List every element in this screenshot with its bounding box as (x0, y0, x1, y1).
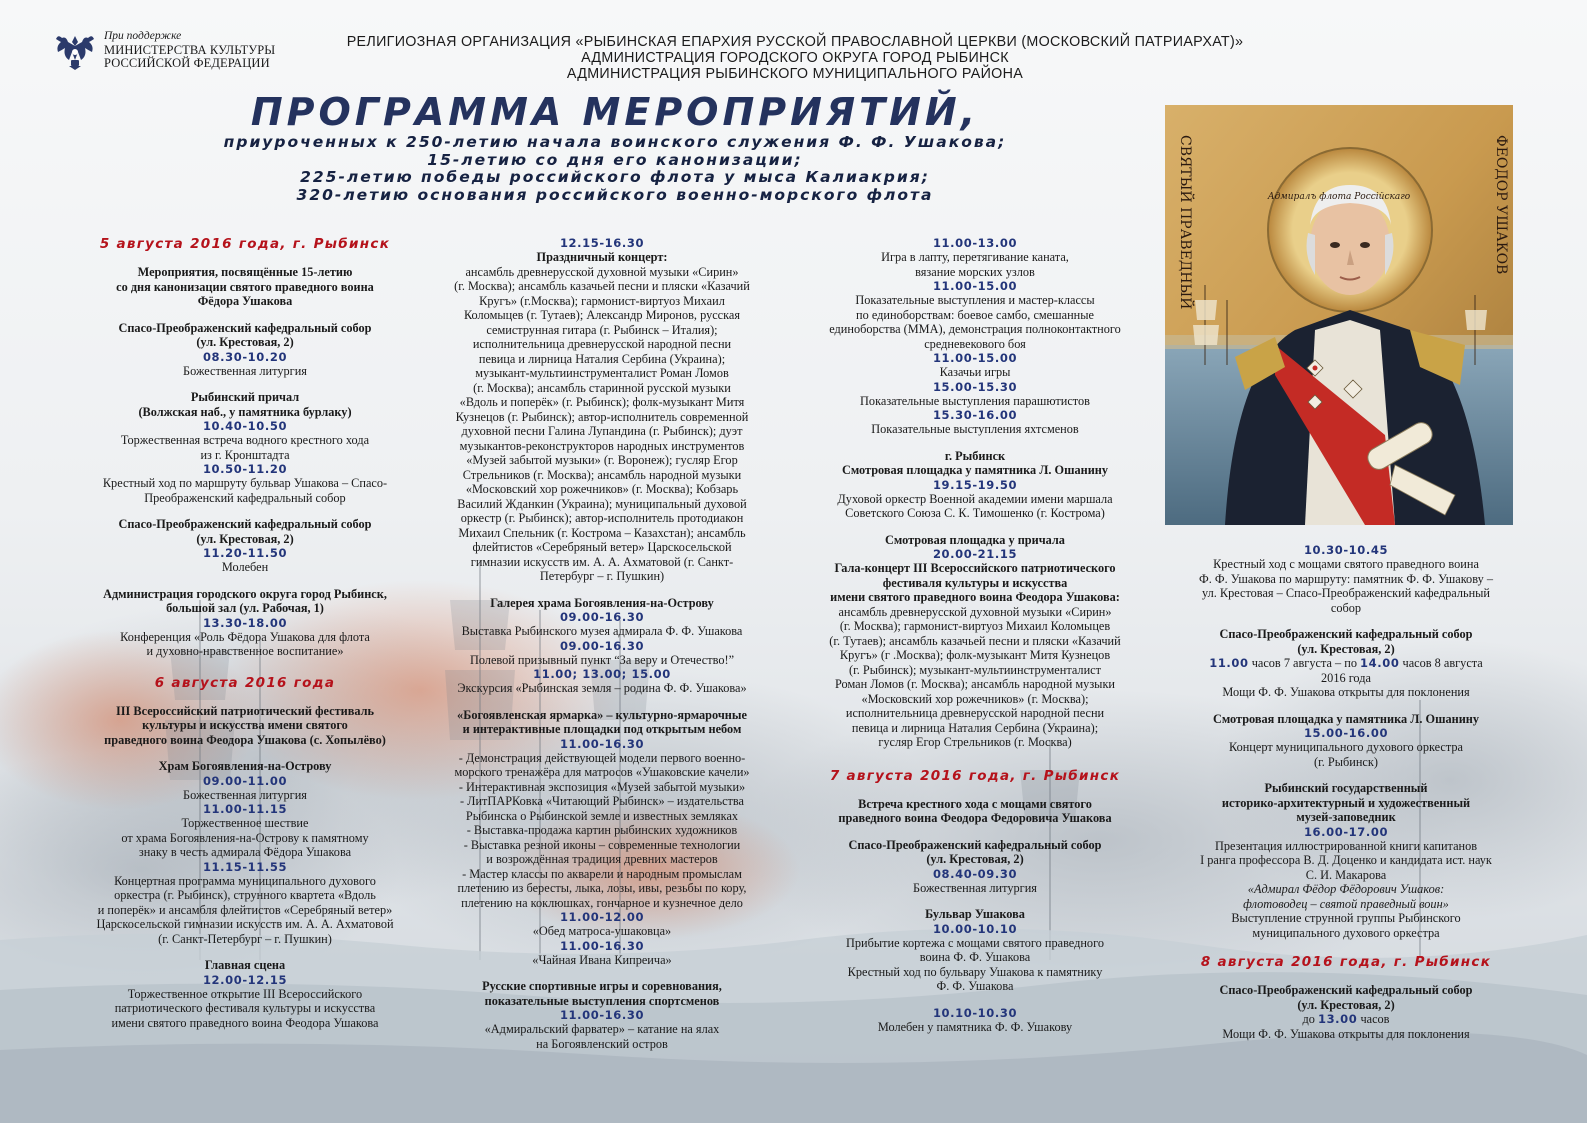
event-text: Концертная программа муниципального духового (114, 873, 376, 888)
event-text: флейтистов «Серебряный ветер» Царскосельской (472, 540, 732, 554)
event-block (1170, 712, 1522, 770)
venue: музей-заповедник (1296, 810, 1396, 824)
event-time: 13.30-18.00 (202, 615, 288, 630)
venue: «Богоявленская ярмарка» – культурно-ярмарочные (457, 707, 747, 722)
event-block (40, 759, 450, 946)
event-text: гусляр Егор Стрельников (г. Москва) (878, 735, 1072, 749)
event-time: 11.00-12.00 (559, 910, 645, 924)
event-text: Казачьи игры (939, 365, 1011, 379)
venue: Спасо-Преображенский кафедральный собор (1219, 627, 1473, 641)
event-text: плетению на коклюшках, гончарное и кузнечное дело (461, 895, 743, 910)
text-line: Встреча крестного хода с мощами святого (858, 796, 1092, 811)
event-text: морского тренажёра для матросов «Ушаковские качели» (454, 765, 750, 779)
event-text: исполнительница древнерусской народной песни (472, 337, 732, 351)
event-text: средневекового боя (924, 336, 1026, 351)
event-time: 20.00-21.15 (932, 547, 1018, 561)
event-block (790, 533, 1160, 750)
venue: Спасо-Преображенский кафедральный собор (118, 320, 372, 335)
event-time: 09.00-16.30 (559, 610, 645, 624)
event-time: 11.00-16.30 (559, 938, 645, 953)
venue: Рыбинский причал (190, 390, 300, 404)
event-block (790, 236, 1160, 437)
double-headed-eagle-icon (52, 30, 98, 70)
event-block (40, 587, 450, 659)
event-text: до (1302, 1012, 1315, 1026)
venue: Главная сцена (204, 958, 286, 972)
venue: Праздничный концерт: (536, 250, 668, 264)
event-text: Выставка Рыбинского музея адмирала Ф. Ф. Ушакова (461, 624, 743, 638)
event-text: «Обед матроса-ушаковца» (532, 924, 672, 938)
venue-address: (Волжская наб., у памятника бурлаку) (138, 404, 352, 419)
event-text: «Вдоль и поперёк» (г. Рыбинск); фолк-музыкант Митя (459, 395, 745, 409)
venue: Русские спортивные игры и соревнования, (482, 979, 722, 993)
event-block (1170, 781, 1522, 940)
event-text: Показательные выступления яхтсменов (871, 422, 1079, 436)
venue: показательные выступления спортсменов (484, 993, 720, 1008)
event-time: 16.00-17.00 (1303, 824, 1389, 839)
event-text: (г. Тутаев); ансамбль казачьей песни и пляски «Казачий (829, 633, 1121, 648)
event-text: - Выставка-продажа картин рыбинских художников (466, 823, 738, 837)
event-time: 10.50-11.20 (202, 462, 288, 476)
event-text: имени святого праведного воина Феодора Ушакова (111, 1015, 379, 1030)
event-block (40, 390, 450, 505)
event-text: Экскурсия «Рыбинская земля – родина Ф. Ф. Ушакова» (457, 681, 747, 695)
event-text: ансамбль древнерусской духовной музыки «Сирин» (465, 264, 739, 279)
event-block (407, 596, 797, 696)
event-text: и возрождённая традиция древних мастеров (486, 852, 718, 866)
event-text: Прибытие кортежа с мощами святого праведного (846, 935, 1104, 950)
event-time: 12.15-16.30 (559, 236, 645, 250)
event-time: 15.30-16.00 (932, 408, 1018, 422)
event-block (1170, 543, 1522, 615)
event-text: «Чайная Ивана Кипреича» (532, 952, 672, 967)
event-text: - Мастер классы по акварели и народным промыслам (462, 866, 742, 881)
event-text: Ф. Ф. Ушакова (936, 979, 1014, 993)
event-text: Конференция «Роль Фёдора Ушакова для флота (120, 629, 370, 644)
event-text: Духовой оркестр Военной академии имени маршала (837, 491, 1113, 506)
portrait-image (1165, 105, 1513, 525)
event-text: «Музей забытой музыки» (г. Воронеж); гусляр Егор (466, 453, 738, 467)
event-text: Рыбинска о Рыбинской земле и известных земляках (465, 808, 739, 823)
event-text: Торжественное открытие III Всероссийского (127, 986, 363, 1001)
icon-caption: Адмиралъ флота Россiйскаго (1267, 192, 1411, 202)
event-text: Показательные выступления и мастер-классы (855, 293, 1095, 307)
venue: Храм Богоявления-на-Острову (158, 759, 332, 773)
event-text: (г. Москва); ансамбль казачьей песни и пляски «Казачий (454, 279, 750, 293)
event-text: Выступление струнной группы Рыбинского (1231, 911, 1461, 925)
event-text: Игра в лапту, перетягивание каната, (881, 250, 1069, 264)
day-heading-aug8: 8 августа 2016 года, г. Рыбинск (1200, 954, 1492, 970)
aug5-intro (40, 265, 450, 309)
event-text: музыкантов-реконструкторов народных инструментов (459, 438, 745, 453)
venue-address: (ул. Крестовая, 2) (1297, 997, 1395, 1012)
text-line: праведного воина Феодора Федоровича Ушакова (838, 811, 1112, 825)
event-time: 08.30-10.20 (202, 349, 288, 364)
venue: г. Рыбинск (944, 448, 1006, 463)
event-text: на Богоявленский остров (536, 1036, 668, 1051)
event-time: 12.00-12.15 (202, 972, 288, 987)
event-time: 11.00-13.00 (932, 236, 1018, 250)
event-text: «Адмиральский фарватер» – катание на ялах (484, 1022, 720, 1036)
event-text: ансамбль древнерусской духовной музыки «Сирин» (838, 604, 1112, 619)
event-text: муниципального духового оркестра (1252, 925, 1440, 940)
event-block (407, 236, 797, 584)
event-text: Божественная литургия (183, 363, 307, 378)
event-text: Кругъ» (г.Москва); гармонист-виртуоз Михаил (479, 293, 725, 308)
event-text: Роман Ломов (г. Москва); ансамбль народной музыки (835, 677, 1115, 691)
event-text: Крестный ход по маршруту бульвар Ушакова – Спасо- (102, 476, 388, 490)
event-text: духовной песни Галина Лупандина (г. Рыбинск); дуэт (461, 424, 743, 438)
event-text: музыкант-мультиинструменталист Роман Ломов (475, 366, 729, 380)
event-block (1170, 627, 1522, 700)
icon-inscription-right: ФЕОДОР УШАКОВ (1493, 135, 1509, 275)
event-time: 11.00; 13.00; 15.00 (533, 667, 671, 681)
event-text: Показательные выступления парашютистов (860, 393, 1090, 408)
title-sub-2: 15-летию со дня его канонизации; (427, 150, 803, 169)
event-time: 13.00 (1317, 1012, 1358, 1026)
event-block (40, 321, 450, 379)
text-line: со дня канонизации святого праведного воина (116, 279, 374, 294)
event-text: патриотического фестиваля культуры и искусства (114, 1001, 376, 1015)
event-text: Петербург – г. Пушкин) (539, 569, 665, 583)
event-time: 11.00-16.30 (559, 1008, 645, 1022)
event-time: 14.00 (1360, 656, 1400, 670)
event-text: Коломыцев (г. Тутаев); Александр Миронов, русская (463, 308, 741, 322)
book-title: флотоводец – святой праведный воин» (1243, 896, 1449, 911)
event-text: плетению из бересты, лыка, лозы, ивы, резьбы по кору, (457, 881, 747, 895)
event-time: 09.00-16.30 (559, 638, 645, 653)
event-time: 09.00-11.00 (202, 773, 288, 788)
event-title: имени святого праведного воина Феодора Ушакова: (830, 590, 1120, 604)
event-text: и духовно-нравственное воспитание» (146, 644, 344, 658)
festival-title (40, 704, 450, 748)
event-text: единоборства (ММА), демонстрация полноконтактного (829, 322, 1121, 336)
event-text: оркестра (г. Рыбинск), струнного квартета «Вдоль (114, 888, 376, 902)
venue: Бульвар Ушакова (925, 907, 1025, 921)
event-text: Стрельников (г. Москва); ансамбль народной музыки (462, 467, 742, 482)
event-text: воина Ф. Ф. Ушакова (919, 950, 1031, 964)
event-text: гимназии искусств им. А. А. Ахматовой (г. Санкт- (470, 554, 734, 569)
venue-address: (ул. Крестовая, 2) (196, 335, 294, 349)
event-time: 10.10-10.30 (932, 1005, 1018, 1020)
event-time: 11.20-11.50 (202, 546, 288, 560)
event-time: 11.00-15.00 (932, 351, 1018, 365)
venue-address: (ул. Крестовая, 2) (926, 852, 1024, 866)
text-line: праведного воина Феодора Ушакова (с. Хопылёво) (104, 732, 386, 747)
event-text: от храма Богоявления-на-Острову к памятному (121, 830, 369, 845)
event-text: Концерт муниципального духового оркестра (1228, 740, 1463, 754)
event-text: 2016 года (1321, 670, 1371, 685)
event-text: Советского Союза С. К. Тимошенко (г. Кострома) (845, 506, 1105, 520)
event-text: исполнительница древнерусской народной песни (845, 706, 1105, 720)
event-block (790, 1006, 1160, 1035)
venue: Смотровая площадка у памятника Л. Ошанину (1212, 711, 1480, 726)
text-line: культуры и искусства имени святого (142, 718, 348, 732)
event-time: 11.00 (1209, 656, 1249, 670)
relics-period (1170, 656, 1522, 671)
event-time: 19.15-19.50 (932, 477, 1018, 492)
event-time: 10.00-10.10 (932, 921, 1018, 936)
event-text: (г. Санкт-Петербург – г. Пушкин) (158, 931, 332, 946)
event-text: ул. Крестовая – Спасо-Преображенский кафедральный (1201, 586, 1490, 600)
event-text: Кругъ» (г .Москва); фолк-музыкант Митя Кузнецов (839, 648, 1111, 662)
column-3 (790, 236, 1160, 1046)
ushakov-icon-portrait (1165, 105, 1513, 525)
event-text: певица и лирница Наталия Сербина (Украина); (478, 351, 726, 366)
title-sub-4: 320-летию основания российского военно-морского флота (296, 185, 934, 204)
event-text: знаку в честь адмирала Фёдора Ушакова (138, 845, 352, 859)
event-text: Ф. Ф. Ушакова по маршруту: памятник Ф. Ф. Ушакову – (1199, 571, 1493, 586)
event-text: Полевой призывный пункт “За веру и Отечество!” (469, 652, 735, 667)
event-time: 11.15-11.55 (202, 859, 288, 874)
event-text: и поперёк» и ансамбля флейтистов «Серебряный ветер» (97, 902, 393, 917)
text-line: III Всероссийский патриотический фестиваль (115, 703, 375, 718)
event-text: часов (1360, 1012, 1390, 1026)
event-text: (г. Рыбинск); музыкант-мультиинструменталист (849, 662, 1101, 677)
venue: Смотровая площадка у памятника Л. Ошанину (841, 463, 1109, 477)
event-text: «Московский хор рожечников» (г. Москва); (861, 691, 1089, 706)
event-text: Преображенский кафедральный собор (144, 490, 346, 505)
organizer-2: АДМИНИСТРАЦИЯ ГОРОДСКОГО ОКРУГА ГОРОД РЫБИНСК (581, 50, 1009, 66)
event-block (790, 449, 1160, 521)
event-time: 10.40-10.50 (202, 419, 288, 433)
event-block (790, 838, 1160, 896)
venue: Спасо-Преображенский кафедральный собор (1219, 983, 1473, 997)
aug7-intro (790, 797, 1160, 826)
event-text: Царскосельской гимназии искусств им. А. А. Ахматовой (96, 917, 394, 931)
day-heading-aug6: 6 августа 2016 года (154, 674, 336, 691)
event-text: С. И. Макарова (1305, 867, 1387, 882)
event-text: Торжественная встреча водного крестного хода (120, 433, 370, 447)
event-text: собор (1330, 600, 1362, 615)
icon-inscription-left: СВЯТЫЙ ПРАВЕДНЫЙ (1177, 135, 1193, 310)
venue-address: (ул. Крестовая, 2) (196, 531, 294, 546)
text-line: Фёдора Ушакова (197, 294, 293, 308)
event-text: Молебен у памятника Ф. Ф. Ушакову (877, 1019, 1073, 1034)
event-block (1170, 983, 1522, 1041)
title-sub-3: 225-летию победы российского флота у мыса Калиакрия; (300, 168, 930, 186)
venue: Администрация городского округа город Рыбинск, (103, 586, 387, 601)
event-text: оркестр (г. Рыбинск); автор-исполнитель протодиакон (460, 511, 744, 525)
column-1 (40, 236, 450, 1042)
event-text: Крестный ход с мощами святого праведного воина (1213, 557, 1479, 571)
event-text: Мощи Ф. Ф. Ушакова открыты для поклонения (1222, 685, 1470, 699)
event-text: из г. Кронштадта (200, 447, 290, 462)
event-text: Презентация иллюстрированной книги капитанов (1214, 838, 1478, 853)
event-text: - Демонстрация действующей модели первого военно- (458, 750, 746, 765)
event-text: - ЛитПАРКовка «Читающий Рыбинск» – издательства (459, 794, 745, 808)
event-time: 11.00-15.00 (932, 279, 1018, 293)
event-text: часов 7 августа – по (1251, 656, 1357, 670)
organizers (300, 34, 1290, 82)
event-title: фестиваля культуры и искусства (882, 575, 1068, 590)
venue: Спасо-Преображенский кафедральный собор (118, 517, 372, 531)
venue-address: (ул. Крестовая, 2) (1297, 641, 1395, 656)
venue: Спасо-Преображенский кафедральный собор (848, 837, 1102, 852)
venue-address: большой зал (ул. Рабочая, 1) (166, 601, 324, 615)
program-title (150, 90, 1080, 204)
venue: Рыбинский государственный (1264, 781, 1428, 795)
day-heading-aug7: 7 августа 2016 года, г. Рыбинск (829, 767, 1121, 784)
relics-until (1170, 1012, 1522, 1027)
event-text: Торжественное шествие (181, 816, 309, 830)
event-text: (г. Москва); гармонист-виртуоз Михаил Коломыцев (839, 619, 1111, 633)
event-time: 10.30-10.45 (1303, 543, 1389, 557)
ministry-line-3: РОССИЙСКОЙ ФЕДЕРАЦИИ (104, 56, 270, 70)
event-text: певица и лирница Наталия Сербина (Украина); (851, 720, 1099, 735)
event-text: Божественная литургия (183, 787, 307, 802)
event-block (407, 979, 797, 1051)
event-text: I ранга профессора В. Д. Доценко и кандидата ист. наук (1200, 853, 1492, 867)
event-time: 08.40-09.30 (932, 866, 1018, 881)
event-text: (г. Рыбинск) (1314, 754, 1378, 769)
event-text: Василий Жданкин (Украина); муниципальный духовой (457, 496, 747, 511)
venue: Галерея храма Богоявления-на-Острову (490, 595, 714, 610)
event-text: - Интерактивная экспозиция «Музей забытой музыки» (458, 779, 746, 794)
ministry-line-2: МИНИСТЕРСТВА КУЛЬТУРЫ (104, 42, 276, 57)
text-line: Мероприятия, посвящённые 15-летию (137, 265, 353, 279)
title-main: ПРОГРАММА МЕРОПРИЯТИЙ, (250, 90, 980, 134)
event-text: семиструнная гитара (г. Рыбинск – Италия); (486, 322, 718, 337)
day-heading-aug5: 5 августа 2016 года, г. Рыбинск (99, 236, 391, 252)
event-time: 15.00-16.00 (1303, 726, 1389, 740)
venue: Смотровая площадка у причала (885, 532, 1065, 547)
event-time: 11.00-11.15 (202, 802, 288, 816)
event-text: (г. Москва); ансамбль старинной русской музыки (473, 380, 731, 395)
book-title: «Адмирал Фёдор Фёдорович Ушаков: (1247, 882, 1445, 896)
event-text: по единоборствам: боевое самбо, смешанные (856, 307, 1094, 322)
event-block (407, 708, 797, 968)
title-sub-1: приуроченных к 250-летию начала воинского служения Ф. Ф. Ушакова; (223, 133, 1007, 151)
organizer-3: АДМИНИСТРАЦИЯ РЫБИНСКОГО МУНИЦИПАЛЬНОГО РАЙОНА (566, 66, 1024, 82)
event-block (40, 517, 450, 575)
event-text: часов 8 августа (1402, 656, 1483, 670)
event-block (790, 907, 1160, 994)
event-text: Молебен (221, 560, 269, 574)
event-text: «Московский хор рожечников» (г. Москва); Кобзарь (465, 482, 739, 496)
event-text: - Выставка резной иконы – современные технологии (463, 837, 741, 852)
event-text: вязание морских узлов (915, 264, 1035, 279)
event-text: Мощи Ф. Ф. Ушакова открыты для поклонения (1222, 1026, 1470, 1041)
venue: историко-архитектурный и художественный (1221, 795, 1471, 810)
column-4 (1170, 543, 1522, 1053)
ministry-block (52, 30, 275, 71)
event-text: Крестный ход по бульвару Ушакова к памятнику (847, 964, 1103, 979)
column-2 (407, 236, 797, 1063)
event-text: Божественная литургия (913, 880, 1037, 895)
event-time: 15.00-15.30 (932, 379, 1018, 394)
event-title: Гала-концерт III Всероссийского патриотического (834, 561, 1116, 575)
venue: и интерактивные площадки под открытым небом (462, 722, 742, 736)
organizer-1: РЕЛИГИОЗНАЯ ОРГАНИЗАЦИЯ «РЫБИНСКАЯ ЕПАРХИЯ РУССКОЙ ПРАВОСЛАВНОЙ ЦЕРКВИ (МОСКОВСКИЙ ПАТРИАРХАТ)» (346, 34, 1244, 50)
event-time: 11.00-16.30 (559, 736, 645, 751)
event-text: Михаил Спельник (г. Кострома – Казахстан); ансамбль (458, 525, 746, 540)
event-text: Кузнецов (г. Рыбинск); автор-исполнитель современной (455, 409, 749, 424)
event-block (40, 958, 450, 1030)
ministry-line-1: При поддержке (104, 30, 182, 42)
